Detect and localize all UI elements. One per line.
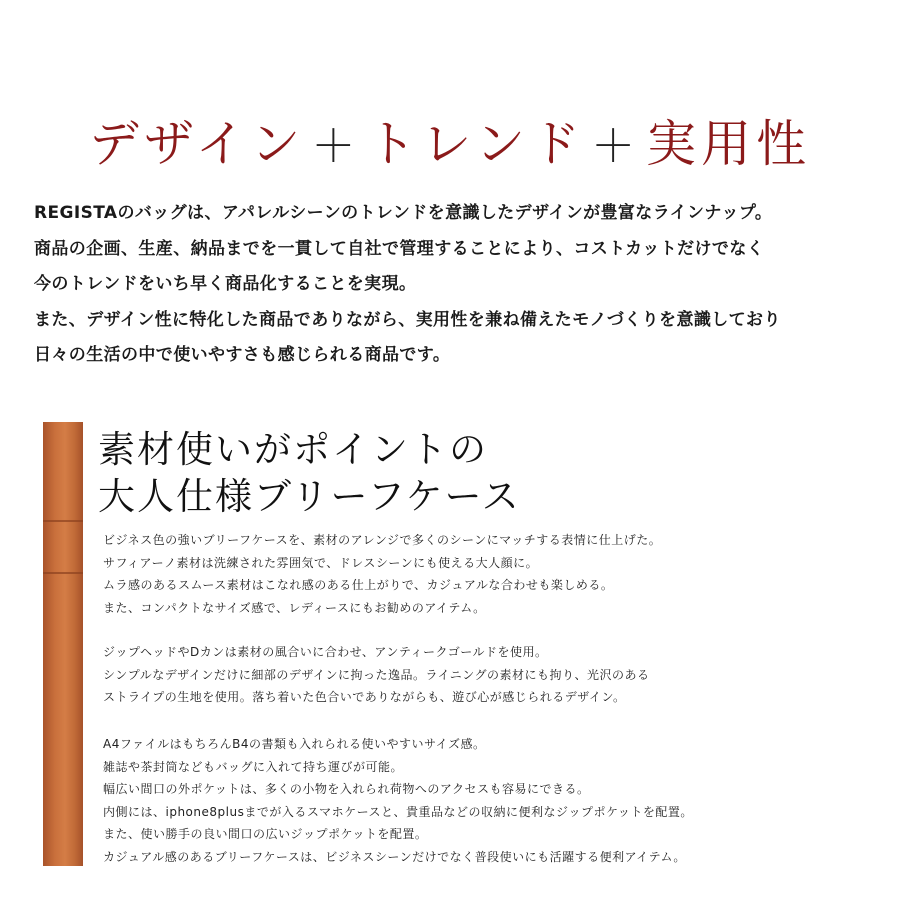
description-line: サフィアーノ素材は洗練された雰囲気で、ドレスシーンにも使える大人顔に。 [103,555,539,570]
headline-plus-2: ＋ [591,121,641,172]
description-line: シンプルなデザインだけに細部のデザインに拘った逸品。ライニングの素材にも拘り、光沢のある [103,667,650,682]
intro-line: 商品の企画、生産、納品までを一貫して自社で管理することにより、コストカットだけでなく [34,238,765,259]
description-line: 雑誌や茶封筒などもバッグに入れて持ち運びが可能。 [103,759,404,774]
description-paragraph-3 [103,733,803,868]
description-paragraph-1 [103,529,803,619]
section-title-line1: 素材使いがポイントの [98,428,488,471]
headline [0,112,900,179]
leather-seam [43,520,83,522]
leather-seam [43,572,83,574]
leather-accent-bar [43,422,83,866]
intro-line: REGISTAのバッグは、アパレルシーンのトレンドを意識したデザインが豊富なラインナップ。 [34,203,773,223]
intro-line: 今のトレンドをいち早く商品化することを実現。 [34,274,417,294]
description-line: カジュアル感のあるブリーフケースは、ビジネスシーンだけでなく普段使いにも活躍する便利アイテム。 [103,849,686,864]
headline-trend: トレンド [366,115,586,173]
description-line: A4ファイルはもちろんB4の書類も入れられる使いやすいサイズ感。 [103,737,486,751]
description-line: ビジネス色の強いブリーフケースを、素材のアレンジで多くのシーンにマッチする表情に仕上げた。 [103,533,662,547]
intro-text [34,196,884,374]
description-line: ジップヘッドやDカンは素材の風合いに合わせ、アンティークゴールドを使用。 [103,645,548,659]
description-line: 幅広い間口の外ポケットは、多くの小物を入れられ荷物へのアクセスも容易にできる。 [103,782,590,796]
section-title [98,426,521,520]
headline-design: デザイン [88,115,306,173]
description-line: 内側には、iphone8plusまでが入るスマホケースと、貴重品などの収納に便利なジップポケットを配置。 [103,804,693,819]
description-line: また、使い勝手の良い間口の広いジップポケットを配置。 [103,827,428,841]
headline-plus-1: ＋ [311,121,361,172]
description-line: ストライプの生地を使用。落ち着いた色合いでありながらも、遊び心が感じられるデザイン。 [103,690,626,704]
description-paragraph-2 [103,641,803,709]
intro-line: 日々の生活の中で使いやすさも感じられる商品です。 [34,345,451,365]
section-title-line2: 大人仕様ブリーフケース [98,475,521,518]
description-line: また、コンパクトなサイズ感で、レディースにもお勧めのアイテム。 [103,600,486,615]
headline-practicality: 実用性 [646,115,812,173]
description-line: ムラ感のあるスムース素材はこなれ感のある仕上がりで、カジュアルな合わせも楽しめる。 [103,578,614,592]
intro-line: また、デザイン性に特化した商品でありながら、実用性を兼ね備えたモノづくりを意識しており [34,309,781,330]
